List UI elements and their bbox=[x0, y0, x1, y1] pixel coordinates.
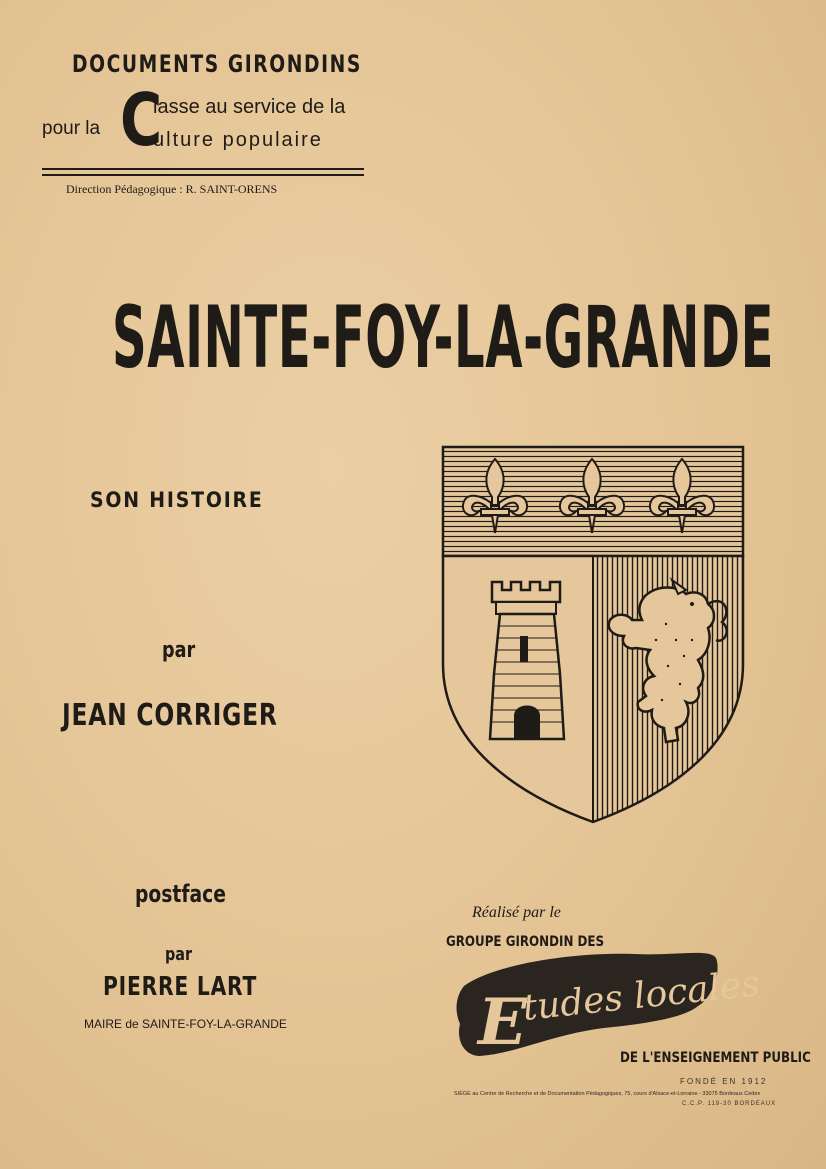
series-title: DOCUMENTS GIRONDINS bbox=[72, 50, 362, 78]
series-tagline bbox=[42, 78, 372, 162]
produced-by-label: Réalisé par le bbox=[472, 904, 561, 921]
logo-text: tudes locales bbox=[520, 963, 762, 1029]
header-rule-top bbox=[42, 168, 364, 170]
postface-label: postface bbox=[135, 880, 226, 908]
page-title: SAINTE-FOY-LA-GRANDE bbox=[112, 288, 775, 388]
group-suffix: DE L'ENSEIGNEMENT PUBLIC bbox=[620, 1050, 811, 1066]
tagline-line-2: ulture populaire bbox=[153, 129, 323, 151]
tagline-line-1: lasse au service de la bbox=[153, 96, 346, 118]
ccp-line: C.C.P. 119-30 BORDEAUX bbox=[682, 1101, 777, 1107]
logo-initial: E bbox=[478, 985, 527, 1060]
by-label: par bbox=[162, 638, 196, 663]
subtitle: SON HISTOIRE bbox=[90, 488, 264, 512]
group-name: GROUPE GIRONDIN DES bbox=[446, 934, 605, 950]
author-name: JEAN CORRIGER bbox=[62, 698, 278, 733]
coat-of-arms-emblem bbox=[440, 444, 746, 824]
tower-icon bbox=[490, 582, 564, 739]
address-line: SIÈGE au Centre de Recherche et de Documentation Pédagogiques, 75, cours d'Alsace-et-Lorraine - 33075 Bordeaux Cedex bbox=[454, 1091, 761, 1097]
direction-line: Direction Pédagogique : R. SAINT-ORENS bbox=[66, 182, 278, 196]
postface-by-label: par bbox=[165, 944, 193, 965]
tagline-prefix: pour la bbox=[42, 118, 101, 139]
postface-author: PIERRE LART bbox=[103, 972, 258, 1002]
header-rule-bottom bbox=[42, 174, 364, 176]
postface-author-role: MAIRE de SAINTE-FOY-LA-GRANDE bbox=[84, 1017, 287, 1031]
founded-line: FONDÉ EN 1912 bbox=[680, 1077, 768, 1086]
tagline-initial: C bbox=[120, 78, 163, 162]
